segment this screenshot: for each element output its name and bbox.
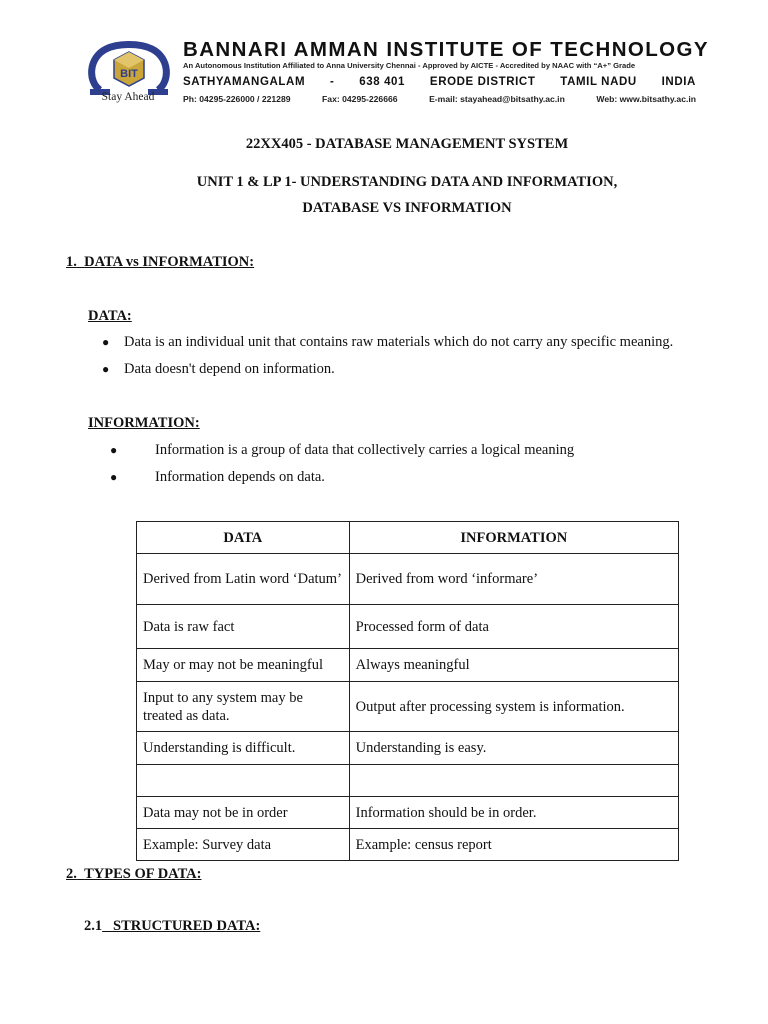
table-row — [137, 554, 679, 605]
subsection-title: STRUCTURED DATA: — [113, 918, 261, 934]
section-1-heading — [66, 254, 254, 271]
table-cell: Data may not be in order — [137, 797, 350, 829]
table-cell: Derived from Latin word ‘Datum’ — [137, 554, 350, 605]
information-heading: INFORMATION: — [88, 415, 200, 431]
table-cell — [137, 765, 350, 797]
email: E-mail: stayahead@bitsathy.ac.in — [429, 94, 565, 104]
bullet-icon: ● — [110, 470, 118, 484]
section-title: TYPES OF DATA: — [84, 866, 202, 882]
bullet-icon: ● — [102, 362, 110, 376]
table-row — [137, 829, 679, 861]
address-part: - — [329, 76, 335, 88]
course-title: 22XX405 - DATABASE MANAGEMENT SYSTEM — [245, 136, 569, 152]
subsection-number: 2.1 — [84, 918, 103, 934]
section-title: DATA vs INFORMATION: — [84, 254, 255, 270]
bullet-text: Information is a group of data that collectively carries a logical meaning — [155, 442, 575, 458]
table-row — [137, 682, 679, 732]
data-heading: DATA: — [88, 308, 132, 324]
address-line — [183, 76, 696, 88]
table-cell — [349, 765, 678, 797]
table-cell: Example: census report — [349, 829, 678, 861]
table-row — [137, 765, 679, 797]
unit-title-line2: DATABASE VS INFORMATION — [302, 200, 512, 216]
phone: Ph: 04295-226000 / 221289 — [183, 94, 291, 104]
table-cell: Always meaningful — [349, 649, 678, 682]
table-cell: Processed form of data — [349, 605, 678, 649]
institution-name: BANNARI AMMAN INSTITUTE OF TECHNOLOGY — [183, 38, 709, 61]
table-header-row — [137, 522, 679, 554]
table-row — [137, 605, 679, 649]
logo-caption: Stay Ahead — [101, 91, 155, 103]
table-row — [137, 797, 679, 829]
affiliation-line: An Autonomous Institution Affiliated to Anna University Chennai - Approved by AICTE - Accredited by NAAC with “A+” Grade — [183, 61, 636, 70]
table-header-cell: INFORMATION — [349, 522, 678, 554]
table-row — [137, 649, 679, 682]
unit-title-line1: UNIT 1 & LP 1- UNDERSTANDING DATA AND INFORMATION, — [196, 174, 618, 190]
table-cell: Information should be in order. — [349, 797, 678, 829]
table-cell: Derived from word ‘informare’ — [349, 554, 678, 605]
table-header-cell: DATA — [137, 522, 350, 554]
table-cell: Input to any system may be treated as data. — [137, 682, 350, 732]
address-part: INDIA — [661, 76, 696, 88]
bullet-icon: ● — [102, 335, 110, 349]
table-cell: Output after processing system is information. — [349, 682, 678, 732]
svg-text:BIT: BIT — [120, 68, 138, 80]
table-cell: Example: Survey data — [137, 829, 350, 861]
section-number: 1. — [66, 254, 77, 270]
data-vs-information-table — [136, 521, 679, 861]
website: Web: www.bitsathy.ac.in — [596, 94, 696, 104]
bullet-text: Data doesn't depend on information. — [124, 361, 335, 377]
bullet-icon: ● — [110, 443, 118, 457]
address-part: ERODE DISTRICT — [429, 76, 536, 88]
contact-line — [183, 94, 696, 104]
section-number: 2. — [66, 866, 77, 882]
table-cell: Understanding is easy. — [349, 732, 678, 765]
table-cell: Understanding is difficult. — [137, 732, 350, 765]
bullet-text: Data is an individual unit that contains raw materials which do not carry any specific meaning. — [124, 334, 674, 350]
subsection-2-1-heading — [84, 918, 260, 935]
address-part: 638 401 — [359, 76, 406, 88]
table-cell: Data is raw fact — [137, 605, 350, 649]
address-part: TAMIL NADU — [560, 76, 637, 88]
table-row — [137, 732, 679, 765]
bullet-text: Information depends on data. — [155, 469, 325, 485]
section-2-heading — [66, 866, 201, 883]
address-part: SATHYAMANGALAM — [183, 76, 306, 88]
fax: Fax: 04295-226666 — [322, 94, 398, 104]
table-cell: May or may not be meaningful — [137, 649, 350, 682]
